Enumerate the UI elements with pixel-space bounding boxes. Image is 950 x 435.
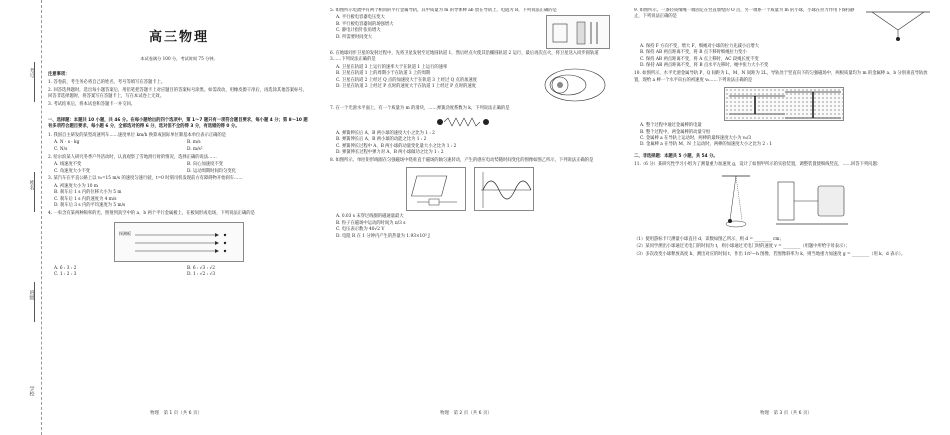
option: A. N · s · kg <box>54 140 80 146</box>
option: C. 卫星在轨道 2 上经过 Q 点的加速度大于在轨道 3 上经过 Q 点的加速度 <box>336 77 478 83</box>
option: D. 1 : √2 : √3 <box>187 272 216 278</box>
name-label: 姓名 <box>28 180 35 190</box>
page-footer: 物理 第 1 页（共 6 页） <box>150 411 202 416</box>
page-2 <box>330 8 610 425</box>
pendulum-diagram <box>716 172 756 234</box>
q10-figure <box>724 87 844 121</box>
orbit-diagram <box>540 65 610 105</box>
question-6: 6. 在地球同步卫星的发射过程中，先将卫星发射至近地圆轨道 1，然后经点火使其沿椭圆轨道 2 运行，最后再次点火，将卫星送入同步圆轨道 3……下列说法正确的是 <box>330 50 599 63</box>
question-4: 4. 一束含有某两种频率的光，照射到真空中的 a、b 两个平行金属板上，在板间形成电场，下列说法正确的是 <box>48 211 255 217</box>
option: C. N/s <box>54 146 68 152</box>
option: C. 弹簧伸长过程中 A、B 两小球的动量变化量大小之比为 1 : 2 <box>336 143 457 149</box>
option: D. 刹车后 3 s 内的平均速度为 5 m/s <box>54 203 126 209</box>
q7-figure <box>430 115 510 129</box>
question-8: 8. 如图所示，单匝矩形线圈在匀强磁场中绕垂直于磁场的轴匀速转动，产生的感应电动势随时间变化的图像如图乙所示，下列说法正确的是 <box>330 158 594 163</box>
figure-label: 探测板 <box>119 230 131 236</box>
rope-diagram <box>862 8 934 44</box>
page-1 <box>48 8 310 425</box>
notice-heading: 注意事项： <box>48 71 70 77</box>
question-3: 3. 某汽车在平直公路上以 v₀=15 m/s 的速度匀速行驶，t=0 时刻司机发现前方有障碍物开始刹车…… <box>48 176 243 182</box>
question-8-options <box>330 214 610 240</box>
option: D. 电阻 R 在 1 分钟内产生的热量为 1.93×10³ J <box>336 233 430 239</box>
option: D. 卫星在轨道 2 上经过 P 点时的速度大于在轨道 1 上经过 P 点时的速度 <box>336 84 476 90</box>
option: B. 整个过程中，两金属棒的动量守恒 <box>640 129 711 135</box>
q11-figures <box>634 172 934 234</box>
option: C. 1 : 2 : 3 <box>54 272 77 278</box>
divider <box>34 282 35 322</box>
question-1: 1. 我国自主研发的某型高速列车……速度单位 km/h 换算成国际单位制基本单位表示正确的是 <box>48 132 227 138</box>
option: D. 弹簧伸长过程中弹力对 A、B 两小球做功之比为 1 : 2 <box>336 150 444 156</box>
option: D. 金属棒 a 在导轨 M、N 上运动时，两棒的加速度大小之比为 2 : 1 <box>640 142 773 148</box>
section-heading: 二、非选择题：本题共 5 小题，共 54 分。 <box>634 153 718 159</box>
q11-part: （1）使用游标卡尺测量小球直径 d，读数如图乙所示，则 d = ________ cm； <box>634 236 784 242</box>
option: A. 保持 F 方向不变，增大 F，细绳对小球的拉力先减小后增大 <box>640 44 760 49</box>
q5-figure <box>546 15 610 49</box>
option: D. 所需要时间变大 <box>336 34 373 40</box>
question-2-options <box>48 162 310 175</box>
option: C. 金属棒 a 在导轨上运动时，两棒的最终速度大小为 v₀/3 <box>640 136 752 141</box>
binding-margin <box>0 0 42 435</box>
coil-diagram <box>407 168 467 212</box>
sine-graph <box>475 168 535 212</box>
option: A. 初速度大小为 10 m <box>54 183 98 189</box>
option: A. 平行板电容器电压变大 <box>336 15 385 21</box>
q9-block <box>634 8 934 44</box>
apparatus-diagram <box>772 172 852 234</box>
question-9: 9. 如图所示，一条轻质细绳一端固定在竖直墙壁的 O 点，另一端系一个质量为 m 的小球，小球在拉力作用下保持静止，下列说法正确的是 <box>634 8 855 20</box>
q6-block <box>330 65 610 105</box>
q11-part: （3）多次改变小球释放高度 h，测出对应的时间 t，作出 1/t²—h 图像，若图像斜率为 k，则当地重力加速度 g = ________（用 k、d 表示）。 <box>634 251 906 257</box>
option: A. 弹簧伸长后 A、B 两小球的速度大小之比为 1 : 2 <box>336 130 435 136</box>
question-7-options <box>330 131 610 157</box>
notice-item: 3. 考试结束后，将本试卷和答题卡一并交回。 <box>48 101 136 107</box>
option: C. 电压表示数为 40√2 V <box>336 227 385 233</box>
option: D. m/s² <box>187 146 203 152</box>
q9-figure <box>862 8 934 44</box>
question-3-options <box>48 184 310 210</box>
question-5-options <box>330 15 540 49</box>
question-7: 7. 在一个光滑水平面上，有一个质量为 m 的滑块，……弹簧劲度系数为 k，下列说法正确的是 <box>330 106 510 112</box>
option: B. 弹簧伸长后 A、B 两小球的动能之比为 1 : 2 <box>336 137 427 143</box>
school-label: 学校 <box>28 386 35 396</box>
page-footer: 物理 第 3 页（共 6 页） <box>760 411 812 416</box>
option: A. 线速度不变 <box>54 162 82 168</box>
capacitor-diagram <box>547 16 610 50</box>
option: B. 保持 AB 两点距离不变，将 B 点下移时细绳拉力变小 <box>640 50 747 56</box>
question-6-options <box>330 65 534 105</box>
q11-part: （2）某同学测出小球通过光电门的时间为 t，则小球通过光电门时的速度 v = ________（用题中所给字母表示）； <box>634 244 850 250</box>
question-4-options <box>48 266 310 279</box>
question-9-options <box>634 44 934 70</box>
divider <box>34 62 35 102</box>
option: A. 6 : 3 : 2 <box>54 265 77 271</box>
rail-diagram <box>725 88 845 122</box>
option: B. 向心加速度不变 <box>187 162 223 168</box>
question-2: 2. 哈尔滨某人研究冬季户外活动时，认真观察了雪地滑行时的情况，选择正确的说法…… <box>48 154 217 160</box>
exam-number-label: 考号 <box>28 68 35 78</box>
option: C. 保持 AB 两点距离不变，将 A 点上移时，AC 段绳长度不变 <box>640 56 759 62</box>
option: C. 静电计指针张角增大 <box>336 28 381 34</box>
question-11: 11.（6 分）某研究性学习小组为了测量重力加速度 g，设计了如图甲所示的实验装置，调整装置使细线竖直，……回答下列问题： <box>634 162 882 168</box>
q8-figure-a <box>406 167 466 211</box>
class-label: 班级 <box>28 290 35 300</box>
option: A. 0.03 s 末穿过线圈的磁通量最大 <box>336 214 404 220</box>
question-10: 10. 如图所示，水平光滑金属导轨 P、Q 间距为 L，M、N 间距为 2L，导轨处于竖直向下的匀强磁场中，两根质量均为 m 的金属棒 a、b 分别垂直导轨放置，现给 a 棒一个水平向右的初速度 v₀……下列说法正确的是 <box>634 71 928 83</box>
spring-diagram <box>430 115 510 129</box>
question-5: 5. 如图所示电流中有两个相同的平行金属导轨，其中质量为 m 的导体棒 ab 放在导轨上，电阻为 R，下列说法正确的是 <box>330 8 557 13</box>
option: B. m/s <box>187 140 201 146</box>
page-footer: 物理 第 2 页（共 6 页） <box>440 411 492 416</box>
option: C. 刹车后 1 s 内的速度为 4 m/s <box>54 196 117 202</box>
option: B. 平行板电容器间的场强增大 <box>336 21 394 27</box>
option: A. 卫星在轨道 3 上运行的速率大于在轨道 1 上运行的速率 <box>336 64 448 70</box>
option: B. 刹车后 1 s 内的位移大小为 5 m <box>54 190 122 196</box>
exam-title: 高三物理 <box>148 30 209 45</box>
q4-figure <box>114 222 244 262</box>
option: B. 粒子在磁场中运动的时间为 π/3 s <box>336 220 406 226</box>
q6-figure <box>540 65 610 105</box>
option: D. 运动周期时间均匀变化 <box>187 168 236 174</box>
option: B. 6 : √3 : √2 <box>187 265 215 271</box>
q5-block <box>330 15 610 49</box>
notice-item: 1. 答卷前，考生务必将自己的姓名、考号等填写在答题卡上。 <box>48 80 166 86</box>
question-10-options <box>634 123 934 149</box>
q8-figure-b <box>474 167 534 211</box>
q11-figure-a <box>716 172 756 234</box>
page-3 <box>634 8 934 425</box>
option: A. 整个过程中通过金属棒的电量 <box>640 123 702 129</box>
section-heading: 一、选择题：本题共 10 小题，共 46 分。在每小题给出的四个选项中，第 1～7 题只有一项符合题目要求，每小题 4 分；第 8～10 题有多项符合题目要求，每小题 6 分，全部选对的得 6 分，选对但不全的得 3 分，有选错的得 0 分。 <box>48 117 308 130</box>
question-1-options <box>48 140 310 153</box>
exam-subtitle: 本试卷满分 100 分，考试时间 75 分钟。 <box>140 55 218 61</box>
option: B. 卫星在轨道 1 上的周期小于在轨道 3 上的周期 <box>336 71 431 77</box>
option: D. 保持 AB 两点距离不变，将 B 点水平左移时，绳中张力大小不变 <box>640 63 769 69</box>
divider <box>34 172 35 212</box>
option: C. 角速度大小不变 <box>54 168 90 174</box>
q8-figures <box>330 167 610 211</box>
q11-figure-b <box>772 172 852 234</box>
notice-item: 2. 回答选择题时，选出每小题答案后，用铅笔把答题卡上对应题目的答案标号涂黑。如需改动，用橡皮擦干净后，再选涂其他答案标号。回答非选择题时，将答案写在答题卡上，写在本试卷上无效。 <box>48 87 307 100</box>
beam-diagram <box>115 223 245 263</box>
